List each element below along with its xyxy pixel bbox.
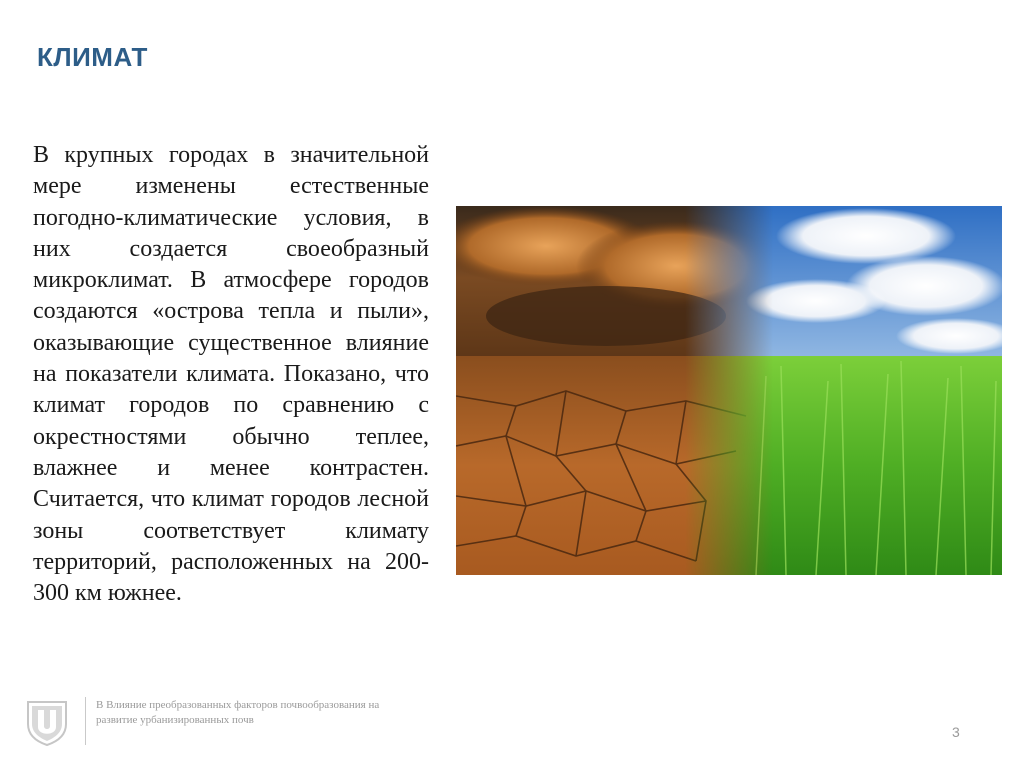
slide-title: КЛИМАТ: [37, 42, 148, 72]
climate-photo: [456, 206, 1002, 575]
footer-caption: В Влияние преобразованных факторов почвообразования на развитие урбанизированных почв: [96, 699, 380, 726]
page-number: 3: [952, 724, 960, 740]
slide-body-text: В крупных городах в значительной мере изменены естественные погодно-климатические условия, в них создается своеобразный микроклимат. В атмосфере городов создаются «острова тепла и пыли», оказывающие существенное влияние на показатели климата. Показано, что климат городов по сравнению с окрестностями обычно теплее, влажнее и менее контрастен. Считается, что климат городов лесной зоны соответствует климату территорий, расположенных на 200-300 км южнее.: [33, 142, 429, 607]
university-shield-u-logo-icon: [24, 698, 70, 746]
footer-divider: [85, 697, 86, 745]
